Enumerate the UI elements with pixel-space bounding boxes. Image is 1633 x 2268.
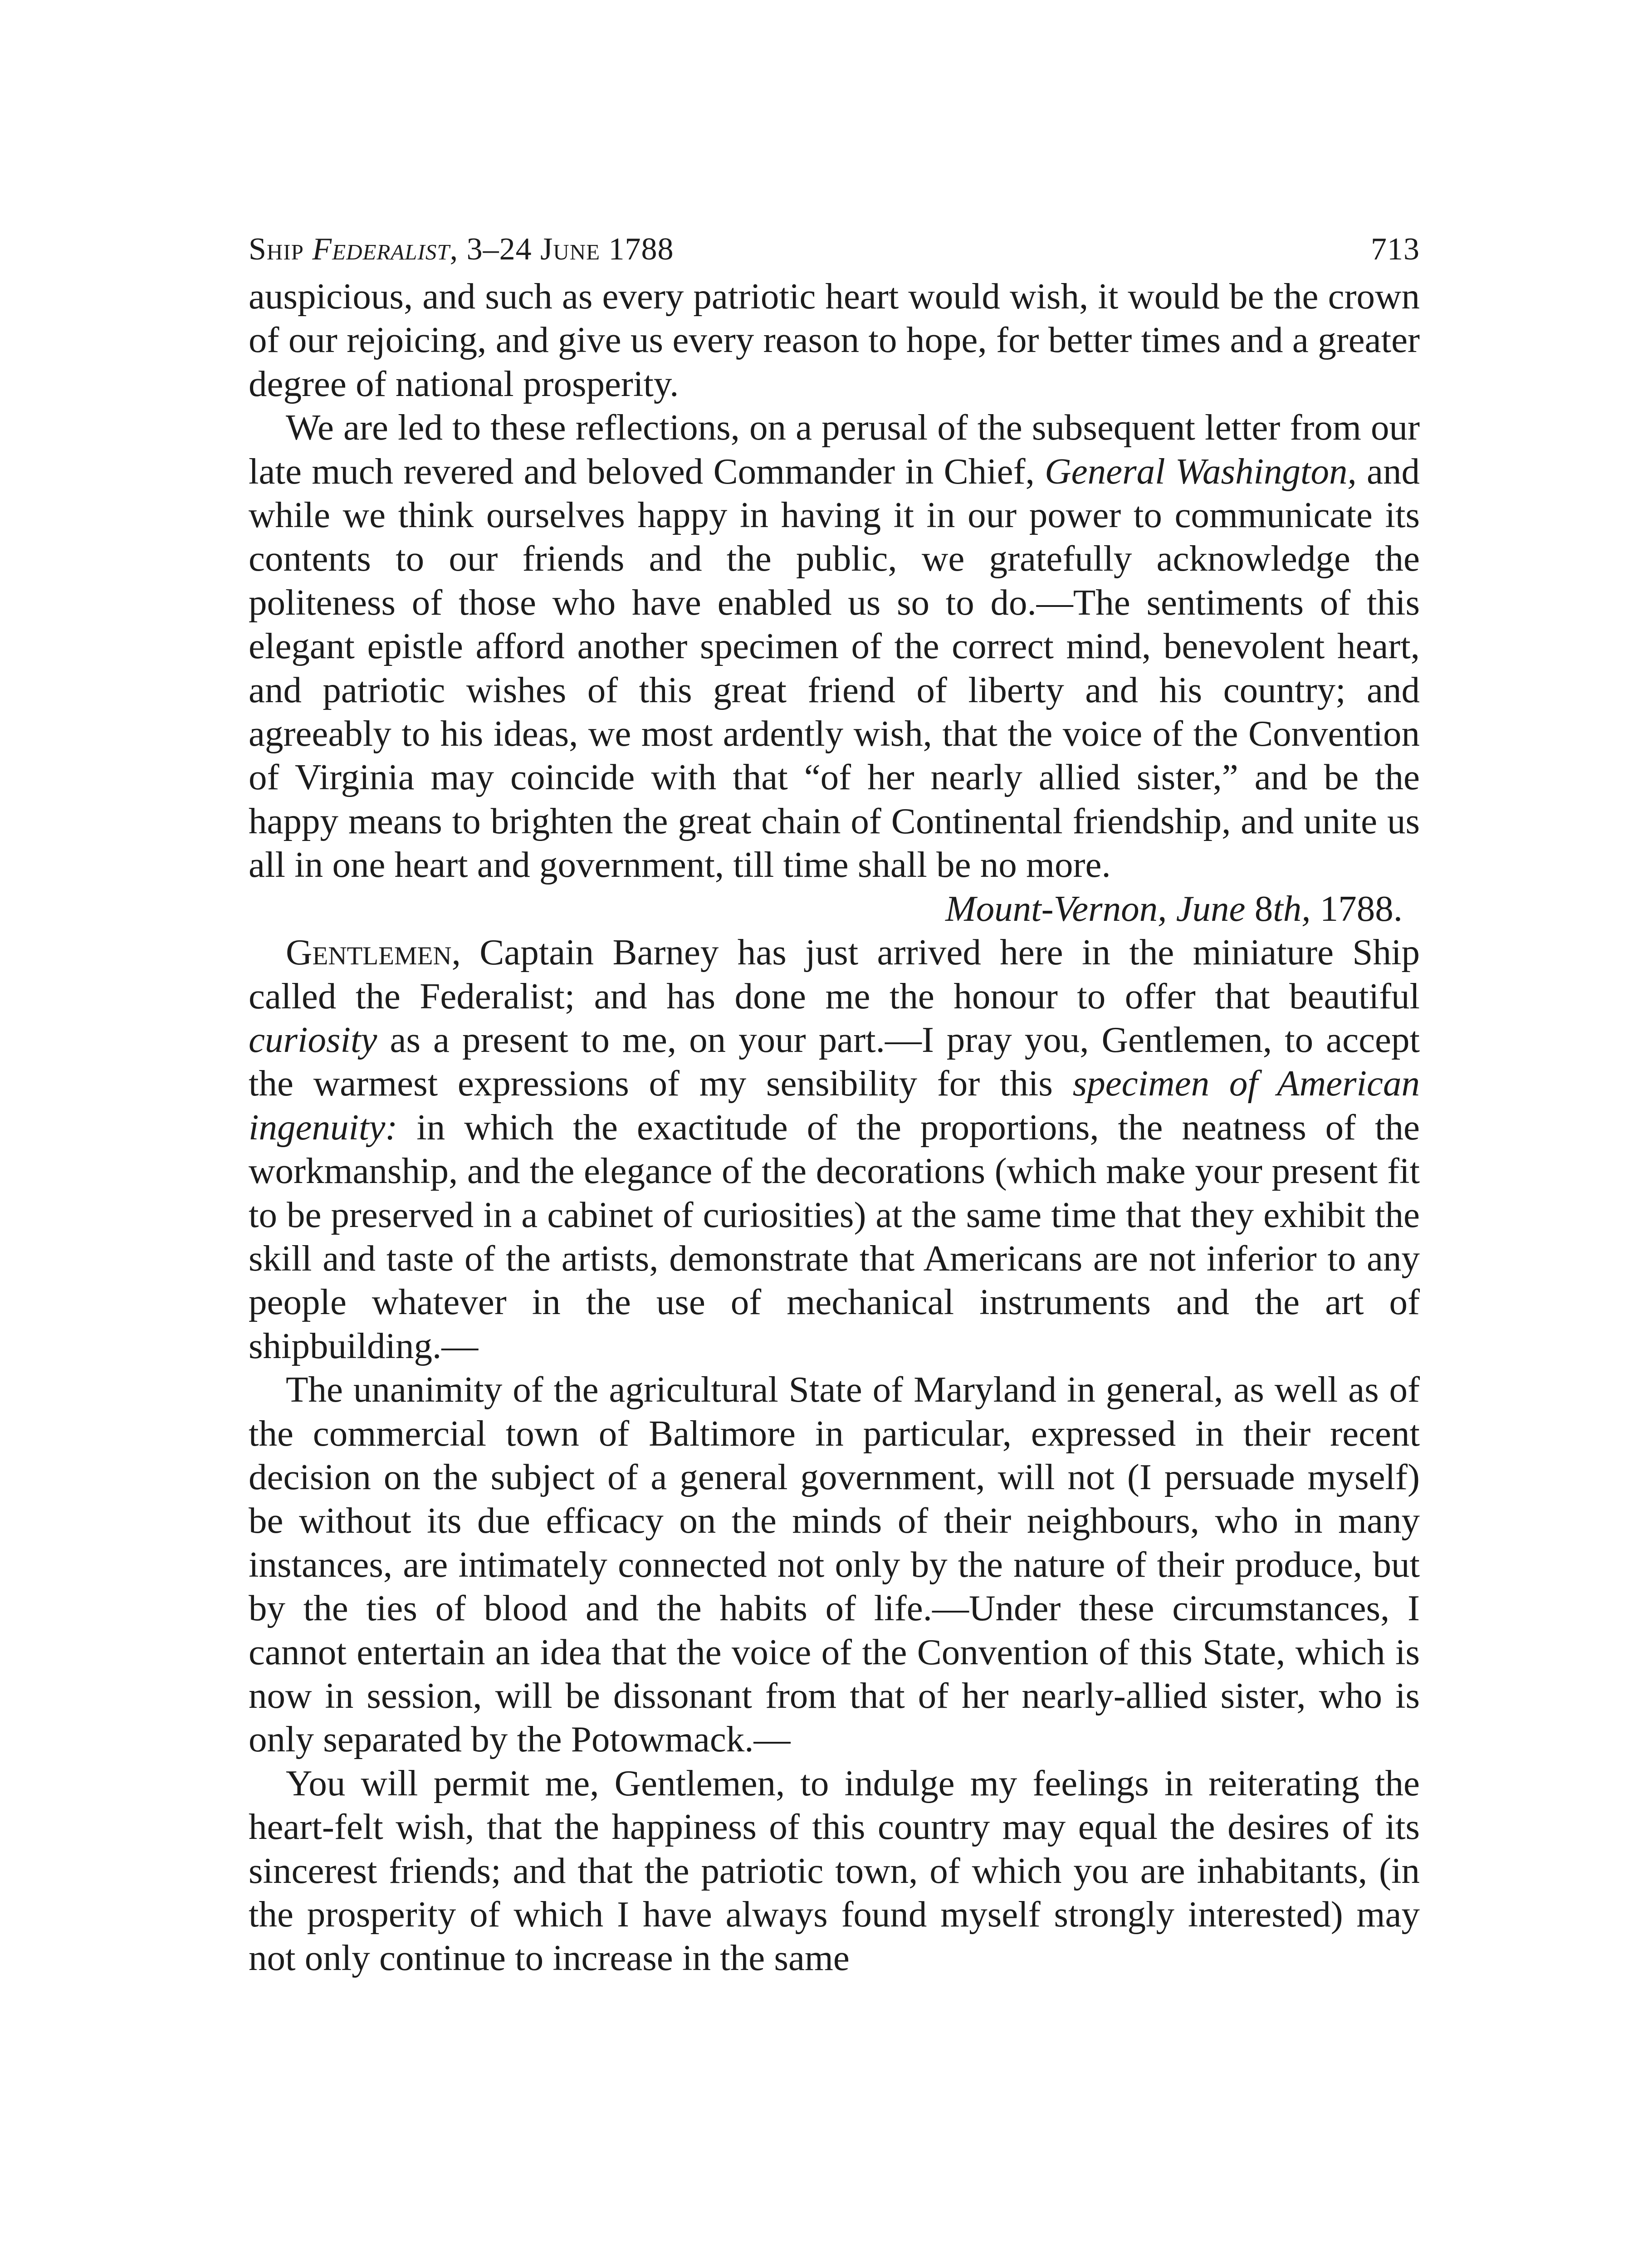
document-page <box>249 225 1420 1980</box>
paragraph-salutation-part-a: , Captain Barney has just arrived here in the miniature Ship called the Federalist; and has done me the honour to offer that beautiful <box>249 932 1420 1017</box>
letter-dateline <box>249 887 1420 930</box>
paragraph-salutation-part-b: as a present to me, on your part.—I pray you, Gentlemen, to accept the warmest expressions of my sensibility for this <box>249 1019 1420 1104</box>
salutation: Gentlemen <box>286 932 452 973</box>
curiosity-word: curiosity <box>249 1019 377 1060</box>
paragraph-reflections-part-b: and while we think ourselves happy in having it in our power to communicate its contents to our friends and the public, we gratefully acknowledge the politeness of those who have enabled us so to do.—The sentiments of this elegant epistle afford another specimen of the correct mind, benevolent heart, and patriotic wishes of this great friend of liberty and his country; and agreeably to his ideas, we most ardently wish, that the voice of the Convention of Virginia may coincide with that “of her nearly allied sister,” and be the happy means to brighten the great chain of Continental friendship, and unite us all in one heart and government, till time shall be no more. <box>249 450 1420 885</box>
paragraph-reflections-part-a: We are led to these reflections, on a perusal of the subsequent letter from our late much revered and beloved Commander in Chief, <box>249 407 1420 492</box>
body-text <box>249 274 1420 1980</box>
paragraph-salutation <box>249 930 1420 1368</box>
paragraph-salutation-part-c: in which the exactitude of the proportions, the neatness of the workmanship, and the elegance of the decorations (which make your present fit to be preserved in a cabinet of curiosities) at the same time that they exhibit the skill and taste of the artists, demonstrate that Americans are not inferior to any people whatever in the use of mechanical instruments and the art of shipbuilding.— <box>249 1106 1420 1366</box>
running-head-ship-name: Federalist <box>312 232 450 267</box>
running-head-date: , 3–24 June 1788 <box>450 232 674 267</box>
dateline-place: Mount-Vernon, June <box>945 888 1246 929</box>
american-ingenuity-phrase: specimen of American ingenuity: <box>249 1063 1420 1148</box>
paragraph-continuation: auspicious, and such as every patriotic heart would wish, it would be the crown of our rejoicing, and give us every reason to hope, for better times and a greater degree of national prosperity. <box>249 276 1420 404</box>
running-head-title <box>249 225 674 274</box>
running-head-prefix: Ship <box>249 232 313 267</box>
page-number: 713 <box>1371 232 1420 267</box>
paragraph-unanimity: The unanimity of the agricultural State of Maryland in general, as well as of the commercial town of Baltimore in particular, expressed in their recent decision on the subject of a general government, will not (I persuade myself) be without its due efficacy on the minds of their neighbours, who in many instances, are intimately connected not only by the nature of their produce, but by the ties of blood and the habits of life.—Under these circumstances, I cannot entertain an idea that the voice of the Convention of this State, which is now in session, will be dissonant from that of her nearly-allied sister, who is only separated by the Potowmack.— <box>249 1369 1420 1760</box>
running-head <box>249 225 1420 274</box>
dateline-day: 8 <box>1245 888 1273 929</box>
dateline-year: 1788. <box>1310 888 1403 929</box>
paragraph-permit: You will permit me, Gentlemen, to indulge my feelings in reiterating the heart-felt wish, that the happiness of this country may equal the desires of its sincerest friends; and that the patriotic town, of which you are inhabitants, (in the prosperity of which I have always found myself strongly interested) may not only continue to increase in the same <box>249 1762 1420 1979</box>
general-washington-name: General Washington, <box>1045 450 1357 492</box>
dateline-day-suffix: th, <box>1273 888 1311 929</box>
paragraph-reflections <box>249 406 1420 886</box>
